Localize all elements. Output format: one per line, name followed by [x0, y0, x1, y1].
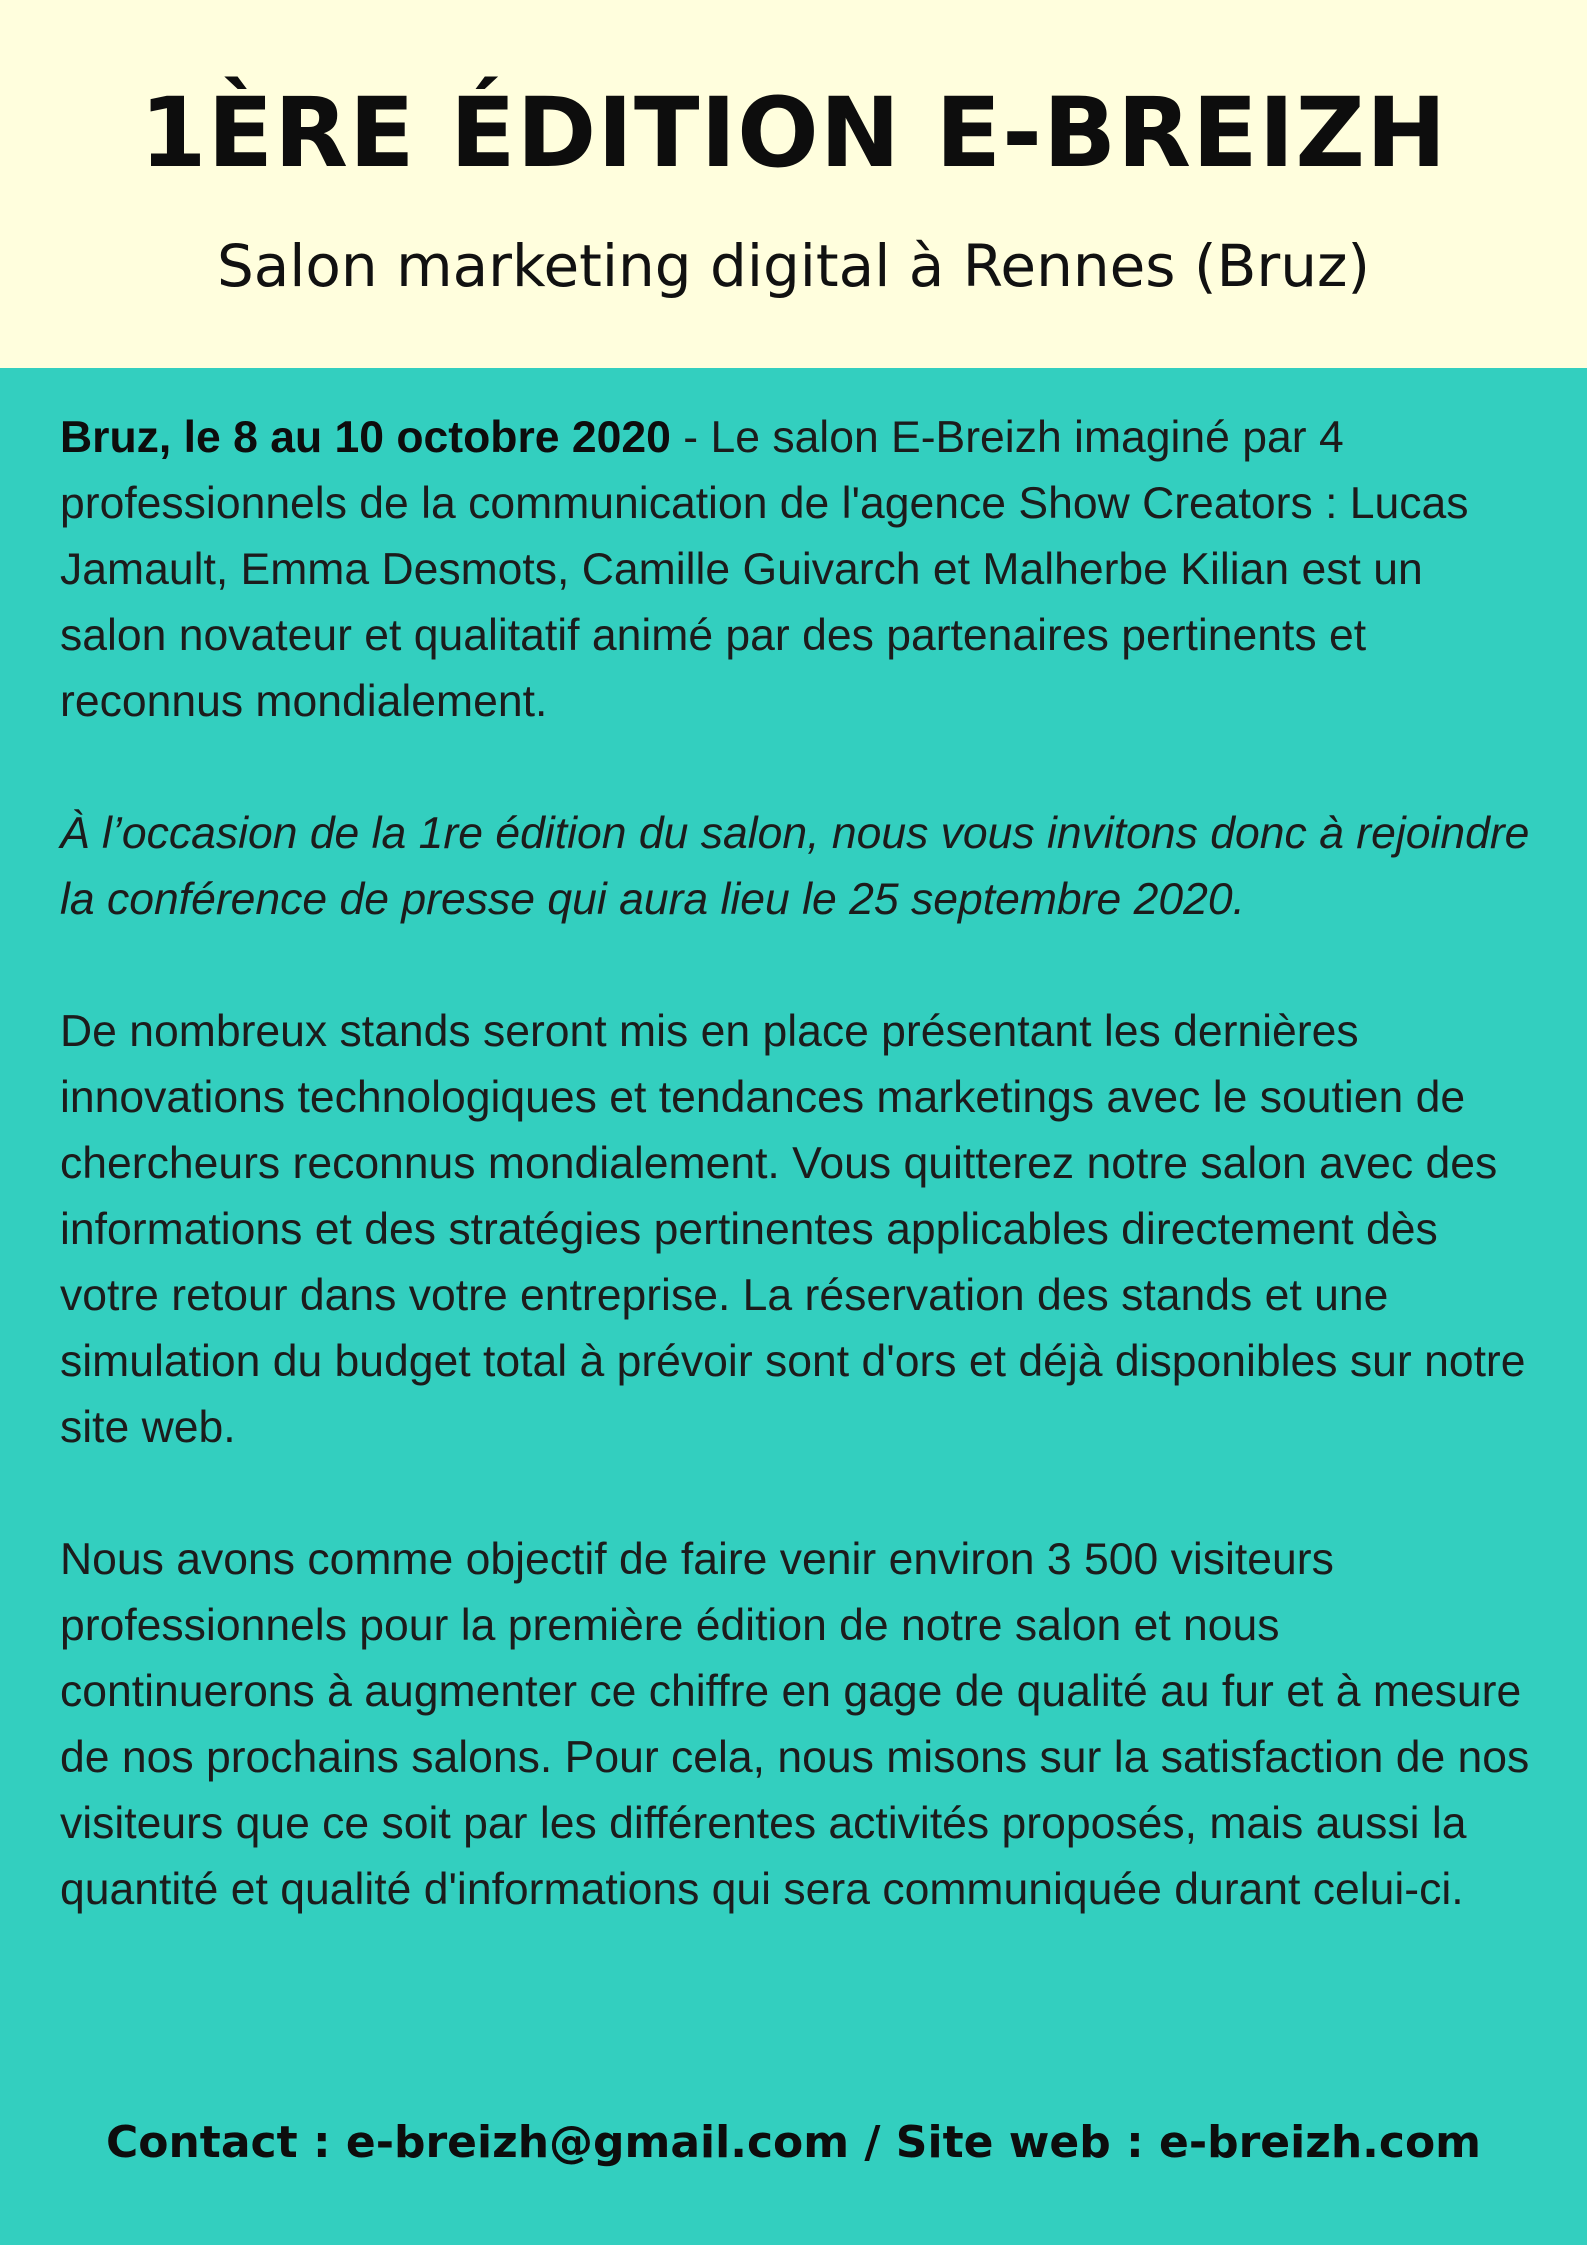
paragraph-invitation: À l’occasion de la 1re édition du salon, nous vous invitons donc à rejoindre la conférence de presse qui aura lieu le 25 septembre 2020. [60, 809, 1530, 924]
document-subtitle: Salon marketing digital à Rennes (Bruz) [216, 232, 1371, 300]
press-release-body [60, 405, 1540, 1989]
paragraph-objectives: Nous avons comme objectif de faire venir environ 3 500 visiteurs professionnels pour la première édition de notre salon et nous continuerons à augmenter ce chiffre en gage de qualité au fur et à mesure de nos prochains salons. Pour cela, nous misons sur la satisfaction de nos visiteurs que ce soit par les différentes activités proposés, mais aussi la quantité et qualité d'informations qui sera communiquée durant celui-ci. [60, 1535, 1530, 1914]
dateline: Bruz, le 8 au 10 octobre 2020 [60, 413, 671, 462]
paragraph-intro [60, 405, 1540, 735]
intro-text: - Le salon E-Breizh imaginé par 4 professionnels de la communication de l'agence Show Creators : Lucas Jamault, Emma Desmots, Camille Guivarch et Malherbe Kilian est un salon novateur et qualitatif animé par des partenaires pertinents et reconnus mondialement. [60, 413, 1469, 726]
document-title: 1ÈRE ÉDITION E-BREIZH [139, 77, 1448, 189]
header-banner [0, 0, 1587, 368]
paragraph-stands: De nombreux stands seront mis en place présentant les dernières innovations technologiques et tendances marketings avec le soutien de chercheurs reconnus mondialement. Vous quitterez notre salon avec des informations et des stratégies pertinentes applicables directement dès votre retour dans votre entreprise. La réservation des stands et une simulation du budget total à prévoir sont d'ors et déjà disponibles sur notre site web. [60, 1007, 1526, 1452]
contact-line: Contact : e-breizh@gmail.com / Site web : e-breizh.com [105, 2117, 1482, 2168]
